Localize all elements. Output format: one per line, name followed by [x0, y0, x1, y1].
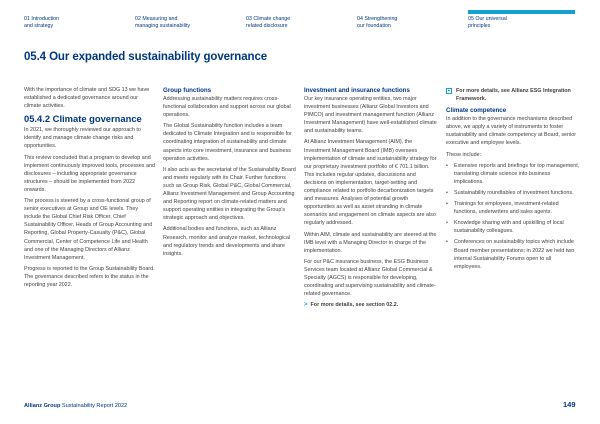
paragraph: Progress is reported to the Group Sustainability Board. The governance described refers to the status in the reporting year 2022.	[24, 265, 155, 288]
paragraph: This review concluded that a program to develop and implement continuously improved tools, processes and disclosures – including appropriate governance structures – should be implemented from 2022 onwards.	[24, 154, 155, 193]
paragraph: Addressing sustainability matters requires cross-functional collaboration and support across our global operations.	[163, 96, 291, 119]
nav-item-measuring[interactable]	[135, 16, 225, 31]
list-item: • Extensive reports and briefings for top management, translating climate science into business implications.	[446, 162, 580, 186]
nav-item-climate-change[interactable]	[246, 16, 336, 31]
subsection-heading: Group functions	[163, 87, 212, 94]
list-item: • Sustainability roundtables of investment functions.	[446, 189, 580, 197]
competence-list	[446, 162, 580, 271]
section-navigation	[0, 0, 600, 40]
nav-item-label: principles	[468, 23, 491, 30]
list-item: • Conferences on sustainability topics which include Board member presentations; in 2022 we held two internal Sustainability Forums open to all employees.	[446, 238, 580, 270]
nav-item-label: managing sustainability	[135, 23, 191, 30]
nav-item-label: 03 Climate change	[246, 16, 291, 22]
paragraph: In addition to the governance mechanisms described above, we apply a variety of instruments to foster sustainability and climate competency at Board, senior executive and employee levels.	[446, 116, 577, 147]
nav-item-label: and strategy	[24, 23, 54, 30]
subsection-heading: Investment and insurance functions	[304, 87, 410, 94]
section-link[interactable]	[304, 301, 437, 309]
page-number: 149	[563, 400, 576, 409]
paragraph: At Allianz Investment Management (AIM), the Investment Management Board (IMB) oversees implementation of climate and sustainability strategy for our proprietary investment portfolio of € 701.1 billion. This includes regular updates, discussions and decisions on implementation, target-setting and compliance related to portfolio decarbonization targets and measures. Analyses of potential growth opportunities as well as asset stranding in climate scenarios and engagement on climate aspects are also regularly addressed.	[304, 139, 437, 227]
footer-brand: Allianz Group	[24, 403, 61, 409]
nav-item-label: related disclosure	[246, 23, 288, 30]
paragraph: Additional bodies and functions, such as Allianz Research, monitor and analyze market, technological and regulatory trends and developments and share insights.	[163, 226, 291, 257]
external-link-icon	[446, 88, 452, 94]
chevron-right-icon: >	[304, 302, 308, 309]
active-section-indicator	[468, 10, 575, 14]
list-item: • Trainings for employees, investment-related functions, underwriters and sales agents.	[446, 200, 580, 216]
nav-item-label: 04 Strengthening	[357, 16, 398, 22]
list-item: • Knowledge sharing with and upskilling of local sustainability colleagues.	[446, 219, 580, 235]
section-heading: 05.4.2 Climate governance	[24, 113, 142, 125]
paragraph: These include:	[446, 151, 482, 158]
footer-report-title	[24, 403, 127, 409]
nav-item-strengthening[interactable]	[357, 16, 447, 31]
link-label: For more details, see Allianz ESG Integration Framework.	[456, 88, 571, 103]
intro-paragraph: With the importance of climate and SDG 13 we have established a dedicated governance around our climate activities.	[24, 87, 150, 110]
column-climate-competence	[446, 86, 580, 274]
subsection-heading: Climate competence	[446, 107, 507, 115]
paragraph: The Global Sustainability function includes a team dedicated to Climate Integration and is responsible for coordinating integration of sustainability and climate aspects into core investment, insurance and business operation activities.	[163, 123, 292, 162]
page-title: 05.4 Our expanded sustainability governance	[24, 51, 268, 63]
esg-framework-link[interactable]	[446, 87, 580, 103]
link-label: For more details, see section 02.2.	[310, 302, 399, 309]
nav-item-label: our foundation	[357, 23, 391, 30]
nav-item-label: 05 Our universal	[468, 16, 507, 22]
paragraph: For our P&C insurance business, the ESG Business Services team located at Allianz Global Commercial & Specialty (AGCS) is responsible for developing, coordinating and supervising sustainability and climate-related governance.	[304, 258, 436, 298]
nav-item-label: 02 Measuring and	[135, 16, 178, 22]
paragraph: Our key insurance operating entities, two major investment businesses (Allianz Global Investors and PIMCO) and investment management function (Allianz Investment Management) have well-established climate and sustainability teams.	[304, 96, 437, 135]
column-investment-insurance	[304, 86, 437, 309]
nav-item-label: 01 Introduction	[24, 16, 60, 22]
nav-item-universal-principles[interactable]	[468, 16, 558, 31]
paragraph: It also acts as the secretariat of the Sustainability Board and meets regularly with its Chair. Further functions such as Group Risk, Global P&C, Global Commercial, Allianz Investment Management and Group Accounting and Reporting report on climate-related matters and support operating entities in integrating the Group's strategic approach and objectives.	[163, 166, 296, 222]
column-climate-governance	[24, 86, 156, 292]
paragraph: The process is steered by a cross-functional group of senior executives at Group and OE levels. They include the Global Chief Risk Officer, Chief Sustainability Officer, Heads of Group Accounting and Reporting, Global Property-Casualty (P&C), Global Commercial, Center of Competence Life and Health and one of the Managing Directors of Allianz Investment Management.	[24, 198, 153, 261]
paragraph: In 2021, we thoroughly reviewed our approach to identify and manage climate change risks and opportunities.	[24, 127, 141, 150]
paragraph: Within AIM, climate and sustainability are steered at the IMB level with a Managing Director in charge of the implementation.	[304, 231, 437, 254]
column-group-functions	[163, 86, 296, 261]
footer-report-name: Sustainability Report 2022	[61, 403, 128, 409]
nav-item-introduction[interactable]	[24, 16, 114, 31]
